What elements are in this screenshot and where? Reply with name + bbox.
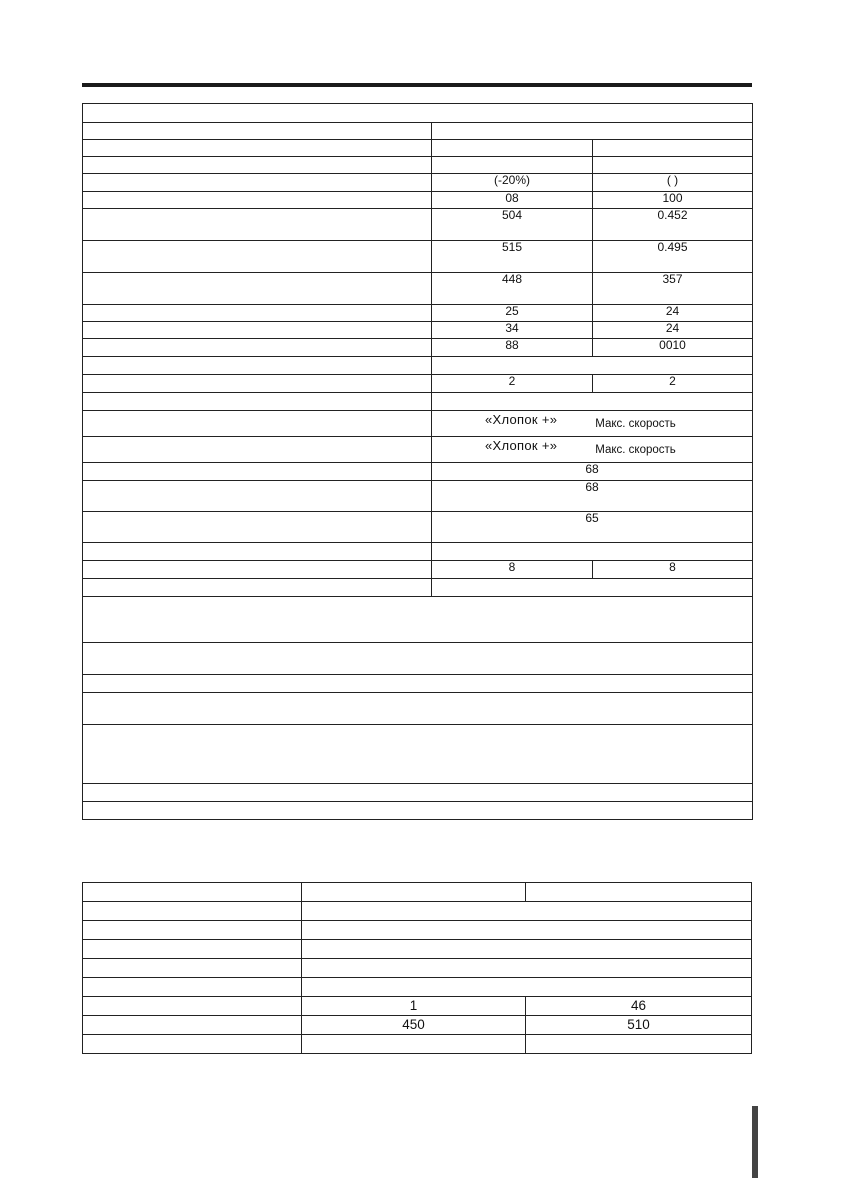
secondary-row xyxy=(83,940,752,959)
value-cell-model-a xyxy=(432,339,593,357)
parameter-label-cell xyxy=(83,481,432,512)
full-width-cell xyxy=(83,802,753,820)
value-cell-model-a xyxy=(302,883,526,902)
value-cell-model-a xyxy=(432,561,593,579)
value-cell-model-a-text: 515 xyxy=(501,240,523,254)
value-cell-model-b xyxy=(593,192,753,209)
value-cell-model-b-text: 0010 xyxy=(659,338,686,352)
program-value-cell xyxy=(432,411,753,437)
value-cell-model-a-text: (-20%) xyxy=(493,173,530,187)
spec-row xyxy=(83,174,753,192)
spec-row xyxy=(83,375,753,393)
value-cell-model-b-text: 510 xyxy=(627,1017,650,1032)
spec-row xyxy=(83,481,753,512)
value-cell-model-b-text: 24 xyxy=(665,321,680,335)
spec-row xyxy=(83,209,753,241)
value-cell-model-a xyxy=(432,273,593,305)
value-cell-model-b xyxy=(593,322,753,339)
merged-value-cell xyxy=(432,393,753,411)
parameter-label-cell xyxy=(83,543,432,561)
parameter-label-cell xyxy=(83,273,432,305)
parameter-label-cell xyxy=(83,140,432,157)
merged-value-cell xyxy=(432,512,753,543)
parameter-label-cell xyxy=(83,1016,302,1035)
value-cell-model-a xyxy=(302,1035,526,1054)
spec-row xyxy=(83,784,753,802)
secondary-row xyxy=(83,997,752,1016)
merged-value-cell xyxy=(432,543,753,561)
merged-value-cell xyxy=(432,481,753,512)
value-cell-model-b xyxy=(593,305,753,322)
value-cell-model-a-text: 1 xyxy=(409,998,418,1013)
merged-value-cell xyxy=(432,579,753,597)
value-cell-model-a-text: 8 xyxy=(508,560,516,574)
spec-row xyxy=(83,463,753,481)
secondary-row xyxy=(83,883,752,902)
parameter-label-cell xyxy=(83,157,432,174)
value-cell-model-b xyxy=(593,174,753,192)
parameter-label-cell xyxy=(83,322,432,339)
parameter-label-cell xyxy=(83,997,302,1016)
value-cell-model-b xyxy=(526,997,752,1016)
value-cell-model-a-text: 504 xyxy=(501,208,523,222)
value-cell-model-a xyxy=(302,1016,526,1035)
secondary-specifications-table xyxy=(82,882,752,1054)
spec-row xyxy=(83,241,753,273)
value-cell-model-a xyxy=(432,157,593,174)
parameter-label-cell xyxy=(83,561,432,579)
parameter-label-cell xyxy=(83,357,432,375)
parameter-label-cell xyxy=(83,579,432,597)
value-cell-model-a xyxy=(432,192,593,209)
merged-value-cell xyxy=(302,978,752,997)
parameter-label-cell xyxy=(83,883,302,902)
spec-row xyxy=(83,643,753,675)
full-width-cell xyxy=(83,104,753,123)
spec-row xyxy=(83,123,753,140)
value-cell-model-a-text: 08 xyxy=(505,191,519,205)
value-cell-model-a xyxy=(432,375,593,393)
page-edge-marker xyxy=(752,1106,758,1178)
spec-row xyxy=(83,512,753,543)
value-cell-model-b-text: 2 xyxy=(669,374,676,388)
parameter-label-cell xyxy=(83,192,432,209)
value-cell-model-b-text: ( ) xyxy=(666,173,679,187)
value-cell-model-b xyxy=(526,1035,752,1054)
parameter-label-cell xyxy=(83,437,432,463)
full-width-cell xyxy=(83,693,753,725)
parameter-label-cell xyxy=(83,463,432,481)
value-cell-model-b xyxy=(593,273,753,305)
value-cell-model-a xyxy=(432,174,593,192)
merged-value-cell-text: 68 xyxy=(585,462,599,476)
parameter-label-cell xyxy=(83,174,432,192)
value-cell-model-a-text: 88 xyxy=(505,338,519,352)
parameter-label-cell xyxy=(83,339,432,357)
top-rule xyxy=(82,83,752,87)
merged-value-cell xyxy=(432,123,753,140)
secondary-row xyxy=(83,959,752,978)
value-cell-model-a-text: 25 xyxy=(505,304,519,318)
value-cell-model-b xyxy=(593,561,753,579)
spec-row xyxy=(83,339,753,357)
secondary-row xyxy=(83,1035,752,1054)
parameter-label-cell xyxy=(83,1035,302,1054)
value-cell-model-a xyxy=(432,241,593,273)
parameter-label-cell xyxy=(83,393,432,411)
program-name: «Хлопок +» xyxy=(485,438,558,453)
value-cell-model-b-text: 8 xyxy=(669,560,676,574)
parameter-label-cell xyxy=(83,123,432,140)
spec-row xyxy=(83,157,753,174)
specifications-table xyxy=(82,103,753,820)
spec-row xyxy=(83,411,753,437)
value-cell-model-b-text: 100 xyxy=(662,191,683,205)
parameter-label-cell xyxy=(83,921,302,940)
value-cell-model-b-text: 0.495 xyxy=(657,240,688,254)
merged-value-cell-text: 68 xyxy=(585,480,599,494)
merged-value-cell xyxy=(432,357,753,375)
secondary-row xyxy=(83,921,752,940)
spec-row xyxy=(83,322,753,339)
full-width-cell xyxy=(83,675,753,693)
full-width-cell xyxy=(83,784,753,802)
merged-value-cell-text: 65 xyxy=(585,511,599,525)
parameter-label-cell xyxy=(83,375,432,393)
spec-row xyxy=(83,305,753,322)
merged-value-cell xyxy=(302,959,752,978)
secondary-row xyxy=(83,978,752,997)
value-cell-model-b-text: 46 xyxy=(630,998,647,1013)
spec-row xyxy=(83,725,753,784)
spec-row xyxy=(83,693,753,725)
value-cell-model-b-text: 357 xyxy=(662,272,683,286)
spec-row xyxy=(83,437,753,463)
value-cell-model-b xyxy=(593,209,753,241)
spec-row xyxy=(83,597,753,643)
value-cell-model-a-text: 34 xyxy=(505,321,519,335)
parameter-label-cell xyxy=(83,959,302,978)
value-cell-model-a xyxy=(432,322,593,339)
parameter-label-cell xyxy=(83,305,432,322)
parameter-label-cell xyxy=(83,902,302,921)
parameter-label-cell xyxy=(83,978,302,997)
spec-row xyxy=(83,579,753,597)
spec-row xyxy=(83,192,753,209)
value-cell-model-b xyxy=(593,339,753,357)
merged-value-cell xyxy=(302,902,752,921)
speed-setting: Макс. скорость xyxy=(595,418,676,430)
value-cell-model-a xyxy=(432,140,593,157)
value-cell-model-a xyxy=(302,997,526,1016)
spec-row xyxy=(83,104,753,123)
spec-row xyxy=(83,543,753,561)
value-cell-model-b xyxy=(593,157,753,174)
value-cell-model-a xyxy=(432,209,593,241)
full-width-cell xyxy=(83,597,753,643)
spec-row xyxy=(83,140,753,157)
value-cell-model-b xyxy=(593,140,753,157)
value-cell-model-b-text: 0.452 xyxy=(657,208,688,222)
parameter-label-cell xyxy=(83,241,432,273)
merged-value-cell xyxy=(302,921,752,940)
spec-row xyxy=(83,675,753,693)
secondary-row xyxy=(83,1016,752,1035)
spec-row xyxy=(83,357,753,375)
value-cell-model-b xyxy=(593,375,753,393)
spec-row xyxy=(83,393,753,411)
spec-row xyxy=(83,561,753,579)
parameter-label-cell xyxy=(83,512,432,543)
full-width-cell xyxy=(83,643,753,675)
value-cell-model-b xyxy=(526,883,752,902)
value-cell-model-a xyxy=(432,305,593,322)
full-width-cell xyxy=(83,725,753,784)
parameter-label-cell xyxy=(83,940,302,959)
program-value-cell xyxy=(432,437,753,463)
value-cell-model-a-text: 2 xyxy=(508,374,516,388)
parameter-label-cell xyxy=(83,209,432,241)
spec-row xyxy=(83,802,753,820)
value-cell-model-b-text: 24 xyxy=(665,304,680,318)
secondary-row xyxy=(83,902,752,921)
merged-value-cell xyxy=(432,463,753,481)
parameter-label-cell xyxy=(83,411,432,437)
value-cell-model-a-text: 448 xyxy=(501,272,523,286)
value-cell-model-b xyxy=(593,241,753,273)
program-name: «Хлопок +» xyxy=(485,412,558,427)
value-cell-model-a-text: 450 xyxy=(402,1017,425,1032)
merged-value-cell xyxy=(302,940,752,959)
speed-setting: Макс. скорость xyxy=(595,444,676,456)
spec-row xyxy=(83,273,753,305)
value-cell-model-b xyxy=(526,1016,752,1035)
